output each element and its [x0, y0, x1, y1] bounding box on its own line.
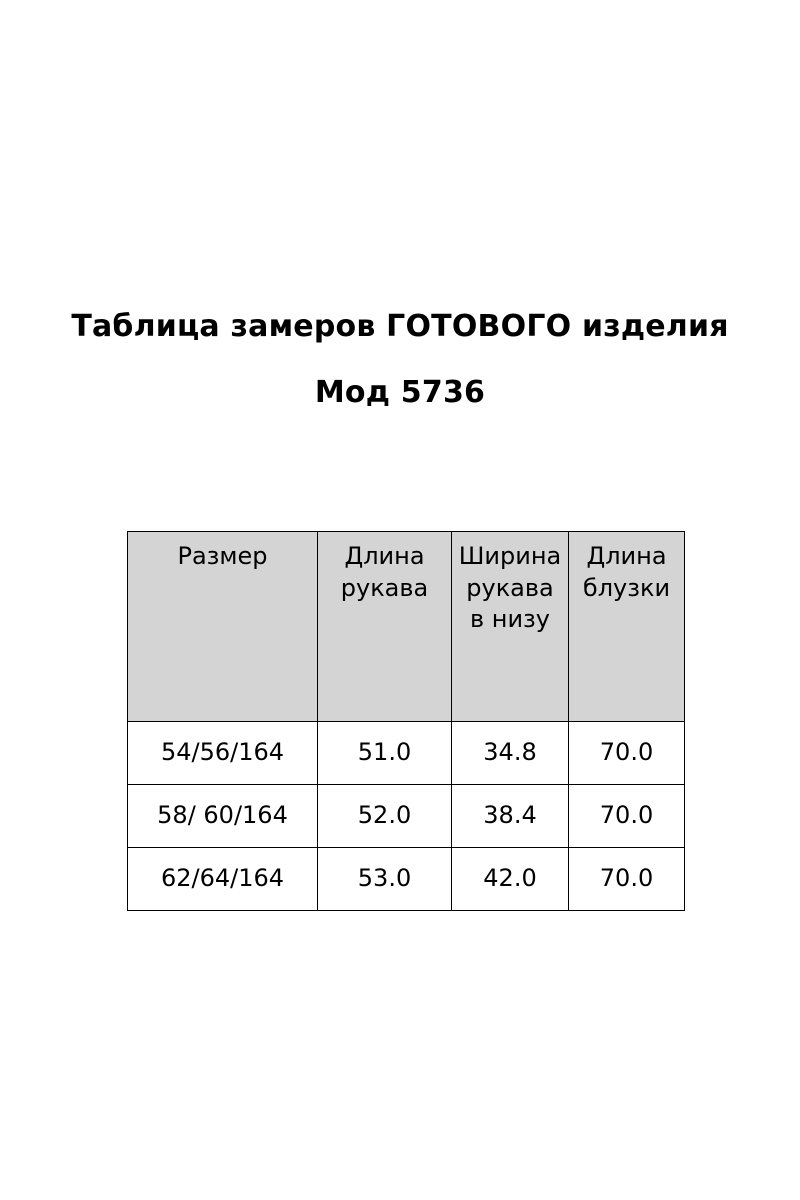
page-title-line-1: Таблица замеров ГОТОВОГО изделия — [71, 309, 729, 344]
column-header-sleeve-length: Длина рукава — [318, 532, 452, 722]
table-row — [128, 848, 685, 911]
cell-blouse-length: 70.0 — [569, 848, 685, 911]
column-header-blouse-length: Длина блузки — [569, 532, 685, 722]
cell-size: 58/ 60/164 — [128, 785, 318, 848]
document-title — [0, 308, 800, 411]
cell-blouse-length: 70.0 — [569, 722, 685, 785]
column-header-size: Размер — [128, 532, 318, 722]
table-header — [128, 532, 685, 722]
cell-sleeve-width: 34.8 — [452, 722, 569, 785]
table-row — [128, 785, 685, 848]
cell-size: 62/64/164 — [128, 848, 318, 911]
cell-sleeve-length: 52.0 — [318, 785, 452, 848]
column-header-sleeve-width: Ширина рукава в низу — [452, 532, 569, 722]
cell-size: 54/56/164 — [128, 722, 318, 785]
cell-blouse-length: 70.0 — [569, 785, 685, 848]
cell-sleeve-width: 38.4 — [452, 785, 569, 848]
page-title-line-2: Мод 5736 — [314, 374, 486, 410]
measurements-table-container — [127, 531, 684, 911]
cell-sleeve-length: 51.0 — [318, 722, 452, 785]
table-row — [128, 722, 685, 785]
cell-sleeve-length: 53.0 — [318, 848, 452, 911]
table-header-row — [128, 532, 685, 722]
table-body — [128, 722, 685, 911]
cell-sleeve-width: 42.0 — [452, 848, 569, 911]
measurements-table — [127, 531, 685, 911]
